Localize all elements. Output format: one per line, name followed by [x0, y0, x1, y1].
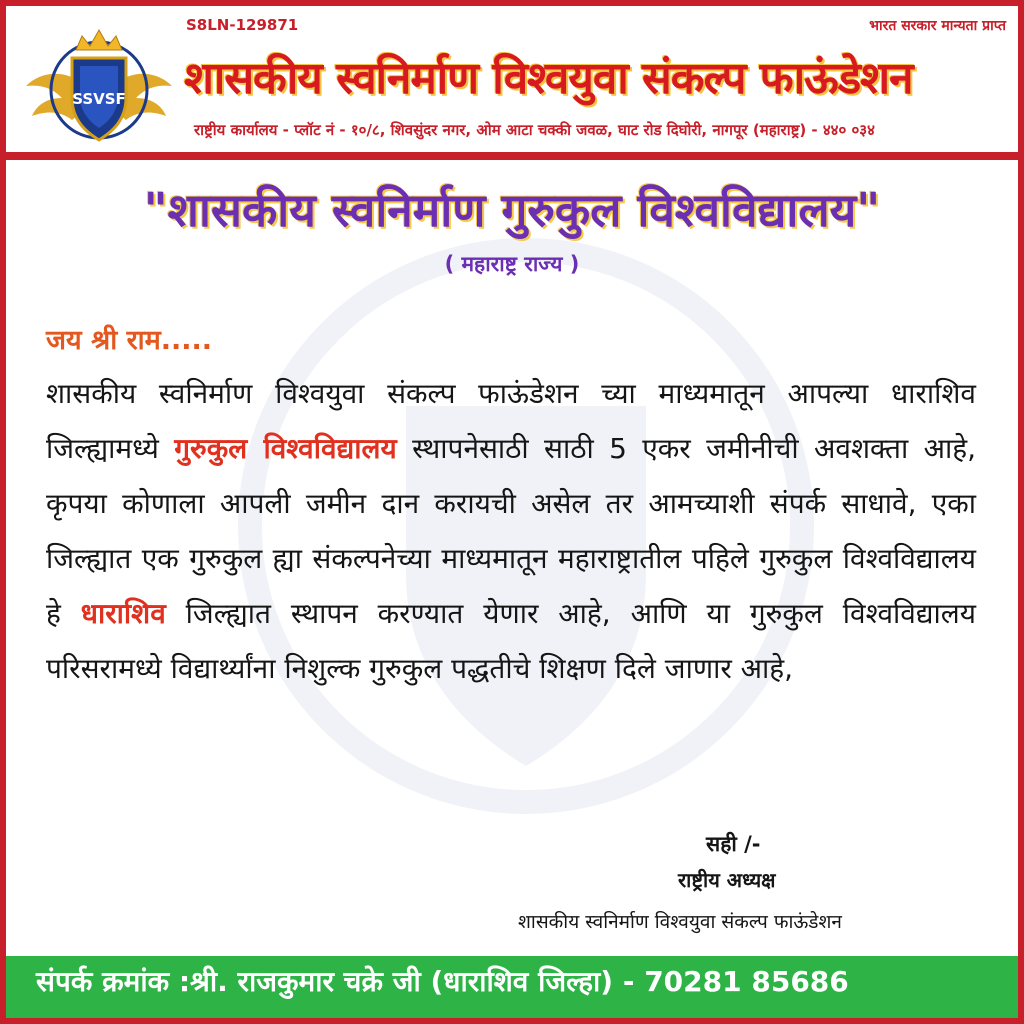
- highlight-dharashiv: धाराशिव: [80, 597, 166, 630]
- poster: [6, 6, 1018, 1018]
- contact-number: संपर्क क्रमांक :श्री. राजकुमार चक्रे जी (धाराशिव जिल्हा) - 70281 85686: [36, 965, 849, 998]
- recognition-label: भारत सरकार मान्यता प्राप्त: [869, 18, 1006, 34]
- signatory-title: राष्ट्रीय अध्यक्ष: [678, 868, 776, 892]
- paragraph-text-3: जिल्ह्यात स्थापन करण्यात येणार आहे, आणि या गुरुकुल विश्वविद्यालय परिसरामध्ये विद्यार्थ्यांना निशुल्क गुरुकुल पद्धतीचे शिक्षण दिले जाणार आहे,: [46, 597, 976, 685]
- university-subtitle: ( महाराष्ट्र राज्य ): [444, 252, 580, 276]
- notice-paragraph: [46, 366, 976, 696]
- organization-name: शासकीय स्वनिर्माण विश्वयुवा संकल्प फाऊंडेशन: [184, 53, 913, 104]
- logo-letters: SSVSF: [72, 90, 126, 108]
- registration-number: S8LN-129871: [186, 16, 299, 34]
- paragraph-text-2: स्थापनेसाठी साठी 5 एकर जमीनीची अवशक्ता आहे, कृपया कोणाला आपली जमीन दान करायची असेल तर आमच्याशी संपर्क साधावे, एका जिल्ह्यात एक गुरुकुल ह्या संकल्पनेच्या माध्यमातून महाराष्ट्रातील पहिले गुरुकुल विश्वविद्यालय हे: [46, 432, 976, 630]
- header-divider: [6, 152, 1018, 160]
- highlight-gurukul: गुरुकुल विश्वविद्यालय: [174, 432, 397, 465]
- signature-line: सही /-: [706, 832, 761, 856]
- greeting: जय श्री राम.....: [46, 325, 213, 356]
- organization-address: राष्ट्रीय कार्यालय - प्लॉट नं - १०/८, शिवसुंदर नगर, ओम आटा चक्की जवळ, घाट रोड दिघोरी, नागपूर (महाराष्ट्र) - ४४० ०३४: [194, 121, 875, 139]
- paragraph-text-1: शासकीय स्वनिर्माण विश्वयुवा संकल्प फाऊंडेशन च्या माध्यमातून आपल्या धाराशिव जिल्ह्यामध्ये: [46, 377, 976, 465]
- university-title: "शासकीय स्वनिर्माण गुरुकुल विश्वविद्यालय": [143, 183, 881, 237]
- signatory-organization: शासकीय स्वनिर्माण विश्वयुवा संकल्प फाऊंडेशन: [518, 911, 842, 933]
- header: [6, 6, 1018, 152]
- foundation-logo-icon: [24, 28, 174, 152]
